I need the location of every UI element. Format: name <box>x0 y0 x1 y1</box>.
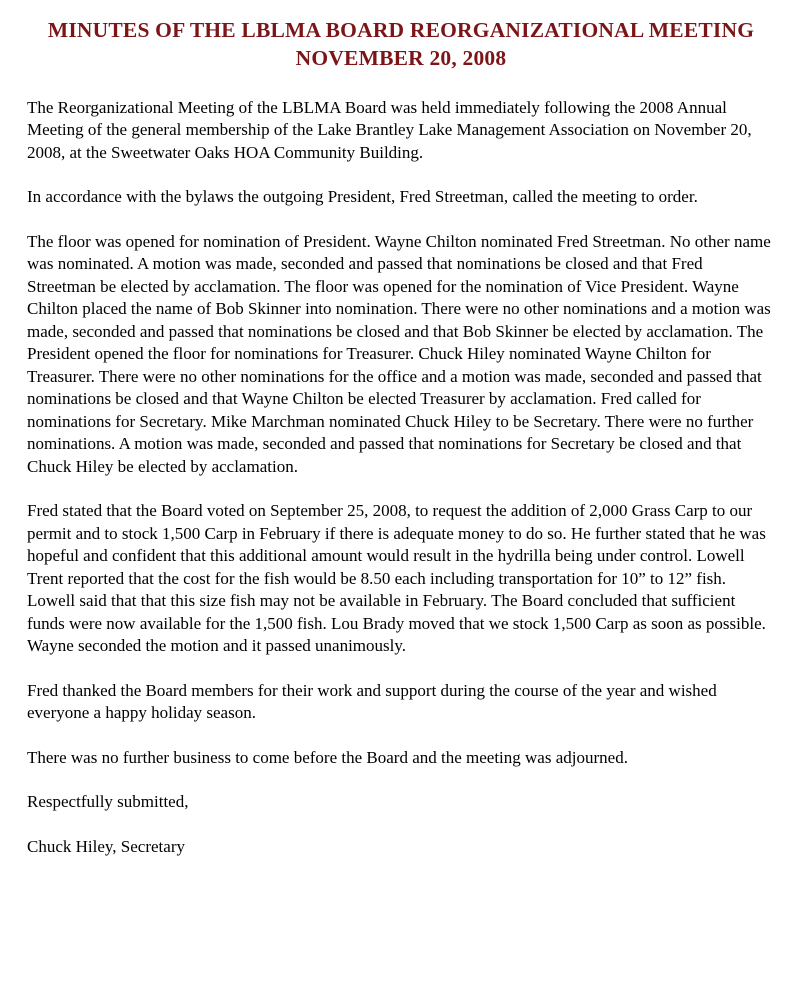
paragraph-call-to-order: In accordance with the bylaws the outgoing President, Fred Streetman, called the meeting to order. <box>27 187 698 207</box>
document-body <box>27 97 775 859</box>
paragraph-signature: Chuck Hiley, Secretary <box>27 836 185 856</box>
paragraph-thanks: Fred thanked the Board members for their work and support during the course of the year and wished everyone a happy holiday season. <box>27 680 717 723</box>
document-title-line2: NOVEMBER 20, 2008 <box>295 46 507 71</box>
document-title-line1: MINUTES OF THE LBLMA BOARD REORGANIZATIONAL MEETING <box>47 18 755 42</box>
paragraph-adjournment: There was no further business to come before the Board and the meeting was adjourned. <box>27 747 628 767</box>
paragraph-nominations: The floor was opened for nomination of President. Wayne Chilton nominated Fred Streetman. No other name was nominated. A motion was made, seconded and passed that nominations be closed and that Fred Streetman be elected by acclamation. The floor was opened for the nomination of Vice President. Wayne Chilton placed the name of Bob Skinner into nomination. There were no other nominations and a motion was made, seconded and passed that nominations be closed and that Bob Skinner be elected by acclamation. The President opened the floor for nominations for Treasurer. Chuck Hiley nominated Wayne Chilton for Treasurer. There were no other nominations for the office and a motion was made, seconded and passed that nominations be closed and that Wayne Chilton be elected Treasurer by acclamation. Fred called for nominations for Secretary. Mike Marchman nominated Chuck Hiley to be Secretary. There were no further nominations. A motion was made, seconded and passed that nominations for Secretary be closed and that Chuck Hiley be elected by acclamation. <box>27 231 771 476</box>
paragraph-grass-carp: Fred stated that the Board voted on September 25, 2008, to request the addition of 2,000 Grass Carp to our permit and to stock 1,500 Carp in February if there is adequate money to do so. He further stated that he was hopeful and confident that this additional amount would result in the hydrilla being under control. Lowell Trent reported that the cost for the fish would be 8.50 each including transportation for 10” to 12” fish. Lowell said that that this size fish may not be available in February. The Board concluded that sufficient funds were now available for the 1,500 fish. Lou Brady moved that we stock 1,500 Carp as soon as possible. Wayne seconded the motion and it passed unanimously. <box>27 501 766 656</box>
paragraph-closing: Respectfully submitted, <box>27 792 189 812</box>
paragraph-meeting-held: The Reorganizational Meeting of the LBLMA Board was held immediately following the 2008 Annual Meeting of the general membership of the Lake Brantley Lake Management Association on November 20, 2008, at the Sweetwater Oaks HOA Community Building. <box>27 97 752 162</box>
document-title <box>27 16 775 73</box>
